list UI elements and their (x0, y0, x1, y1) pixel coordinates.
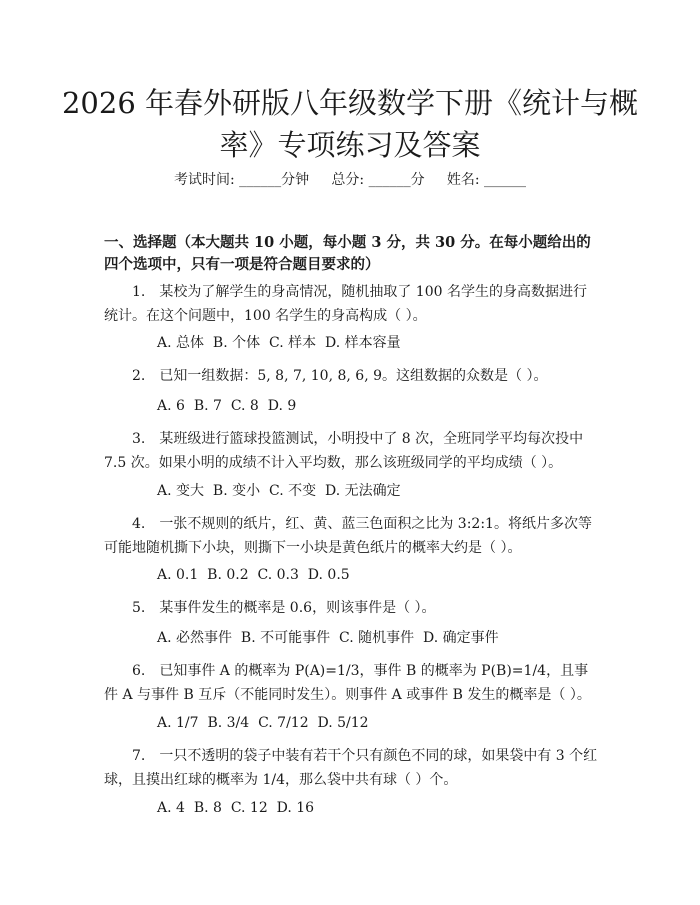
question-4-stem: 4. 一张不规则的纸片，红、黄、蓝三色面积之比为 3:2:1。将纸片多次等可能地随机撕下小块，则撕下一小块是黄色纸片的概率大约是（ ）。 (104, 516, 592, 556)
title-line-1: 2026 年春外研版八年级数学下册《统计与概 (61, 86, 639, 120)
question-2-stem: 2. 已知一组数据：5, 8, 7, 10, 8, 6, 9。这组数据的众数是（ ）。 (132, 368, 548, 384)
question-7-options: A. 4 B. 8 C. 12 D. 16 (157, 800, 315, 816)
question-7-stem: 7. 一只不透明的袋子中装有若干个只有颜色不同的球，如果袋中有 3 个红球，且摸出红球的概率为 1/4，那么袋中共有球（ ）个。 (104, 748, 598, 788)
question-6-options: A. 1/7 B. 3/4 C. 7/12 D. 5/12 (157, 715, 369, 731)
question-5-stem: 5. 某事件发生的概率是 0.6，则该事件是（ ）。 (132, 600, 436, 616)
exam-info-line: 考试时间: ______分钟 总分: ______分 姓名: ______ (173, 172, 526, 188)
question-6-stem: 6. 已知事件 A 的概率为 P(A)=1/3，事件 B 的概率为 P(B)=1/4，且事件 A 与事件 B 互斥（不能同时发生）。则事件 A 或事件 B 发生的概率是（ ）。 (104, 663, 591, 703)
question-1-options: A. 总体 B. 个体 C. 样本 D. 样本容量 (157, 335, 401, 351)
document-title (60, 82, 640, 166)
question-3-stem: 3. 某班级进行篮球投篮测试，小明投中了 8 次，全班同学平均每次投中 7.5 次。如果小明的成绩不计入平均数，那么该班级同学的平均成绩（ ）。 (104, 431, 584, 471)
question-4-options: A. 0.1 B. 0.2 C. 0.3 D. 0.5 (157, 567, 350, 583)
question-5-options: A. 必然事件 B. 不可能事件 C. 随机事件 D. 确定事件 (157, 630, 499, 646)
title-line-2: 率》专项练习及答案 (219, 128, 481, 162)
section-heading: 一、选择题（本大题共 10 小题，每小题 3 分，共 30 分。在每小题给出的四个选项中，只有一项是符合题目要求的） (104, 234, 591, 273)
question-1-stem: 1. 某校为了解学生的身高情况，随机抽取了 100 名学生的身高数据进行统计。在这个问题中，100 名学生的身高构成（ ）。 (104, 284, 587, 324)
question-3-options: A. 变大 B. 变小 C. 不变 D. 无法确定 (157, 483, 401, 499)
question-2-options: A. 6 B. 7 C. 8 D. 9 (157, 398, 297, 414)
